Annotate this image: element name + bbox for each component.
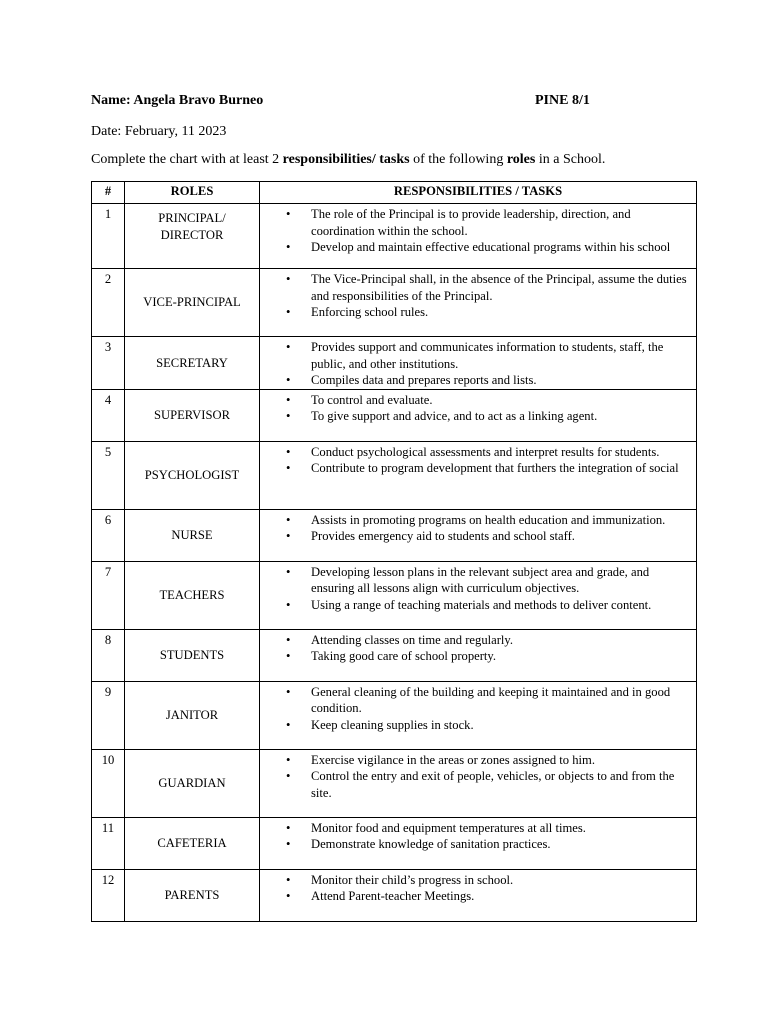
row-number: 3 [92,337,125,390]
table-row [92,337,697,390]
task-item: • General cleaning of the building and keeping it maintained and in good condition. [260,684,692,717]
task-item: • Enforcing school rules. [260,304,692,321]
role-name: SUPERVISOR [125,389,260,441]
table-row [92,269,697,337]
task-list [260,269,696,321]
table-row [92,869,697,921]
task-item: • Taking good care of school property. [260,648,692,665]
role-tasks [260,269,697,337]
task-item: • Compiles data and prepares reports and lists. [260,372,692,389]
table-row [92,629,697,681]
task-list [260,337,696,389]
table-row [92,204,697,269]
role-name: PRINCIPAL/ DIRECTOR [125,204,260,269]
role-name: CAFETERIA [125,817,260,869]
table-row [92,561,697,629]
role-tasks [260,681,697,749]
task-list [260,818,696,853]
task-list [260,510,696,545]
role-tasks [260,869,697,921]
role-name: GUARDIAN [125,749,260,817]
task-item: • The Vice-Principal shall, in the absence of the Principal, assume the duties and responsibilities of the Principal. [260,271,692,304]
task-list [260,750,696,802]
task-item: • Provides support and communicates information to students, staff, the public, and other institutions. [260,339,692,372]
task-item: • Provides emergency aid to students and school staff. [260,528,692,545]
role-name: SECRETARY [125,337,260,390]
task-item: • Attending classes on time and regularly. [260,632,692,649]
table-row [92,389,697,441]
instructions-bold-roles: roles [506,152,536,167]
role-tasks [260,629,697,681]
task-item: • Conduct psychological assessments and interpret results for students. [260,444,692,461]
role-tasks [260,389,697,441]
role-name: STUDENTS [125,629,260,681]
task-list [260,870,696,905]
table-row [92,817,697,869]
task-list [260,442,696,477]
role-name: JANITOR [125,681,260,749]
row-number: 5 [92,441,125,509]
task-list [260,682,696,734]
role-tasks [260,509,697,561]
role-tasks [260,817,697,869]
task-item: • Using a range of teaching materials and methods to deliver content. [260,597,692,614]
task-item: • Exercise vigilance in the areas or zones assigned to him. [260,752,692,769]
header-number: # [92,182,125,204]
table-row [92,509,697,561]
header-responsibilities: RESPONSIBILITIES / TASKS [260,182,697,204]
roles-table [91,181,697,922]
date-line: Date: February, 11 2023 [91,124,227,139]
student-name: Name: Angela Bravo Burneo [91,93,264,108]
role-tasks [260,204,697,269]
header-roles: ROLES [125,182,260,204]
row-number: 7 [92,561,125,629]
role-name: NURSE [125,509,260,561]
table-row [92,749,697,817]
role-name: TEACHERS [125,561,260,629]
table-body [92,204,697,922]
task-item: • Develop and maintain effective educational programs within his school [260,239,692,256]
task-item: • To give support and advice, and to act as a linking agent. [260,408,692,425]
instructions-pre: Complete the chart with at least 2 [91,152,283,167]
task-item: • Assists in promoting programs on health education and immunization. [260,512,692,529]
task-item: • Attend Parent-teacher Meetings. [260,888,692,905]
row-number: 11 [92,817,125,869]
header-line [91,93,691,111]
row-number: 8 [92,629,125,681]
task-list [260,204,696,256]
table-row [92,441,697,509]
task-item: • Contribute to program development that furthers the integration of social [260,460,692,477]
row-number: 12 [92,869,125,921]
role-name: PSYCHOLOGIST [125,441,260,509]
task-item: • Keep cleaning supplies in stock. [260,717,692,734]
class-label: PINE 8/1 [535,93,590,108]
row-number: 6 [92,509,125,561]
task-item: • Monitor food and equipment temperatures at all times. [260,820,692,837]
role-tasks [260,441,697,509]
task-item: • The role of the Principal is to provide leadership, direction, and coordination within the school. [260,206,692,239]
task-list [260,562,696,614]
row-number: 2 [92,269,125,337]
instructions [91,152,605,168]
task-list [260,390,696,425]
instructions-mid: of the following [409,152,507,167]
row-number: 1 [92,204,125,269]
role-tasks [260,337,697,390]
role-tasks [260,749,697,817]
task-item: • Developing lesson plans in the relevant subject area and grade, and ensuring all lessons align with curriculum objectives. [260,564,692,597]
row-number: 4 [92,389,125,441]
row-number: 10 [92,749,125,817]
task-item: • Demonstrate knowledge of sanitation practices. [260,836,692,853]
role-tasks [260,561,697,629]
role-name: VICE-PRINCIPAL [125,269,260,337]
task-item: • Monitor their child’s progress in school. [260,872,692,889]
table-header-row [92,182,697,204]
task-item: • To control and evaluate. [260,392,692,409]
table-row [92,681,697,749]
task-item: • Control the entry and exit of people, vehicles, or objects to and from the site. [260,768,692,801]
instructions-bold-tasks: responsibilities/ tasks [282,152,410,167]
row-number: 9 [92,681,125,749]
task-list [260,630,696,665]
role-name: PARENTS [125,869,260,921]
instructions-post: in a School. [535,152,606,167]
